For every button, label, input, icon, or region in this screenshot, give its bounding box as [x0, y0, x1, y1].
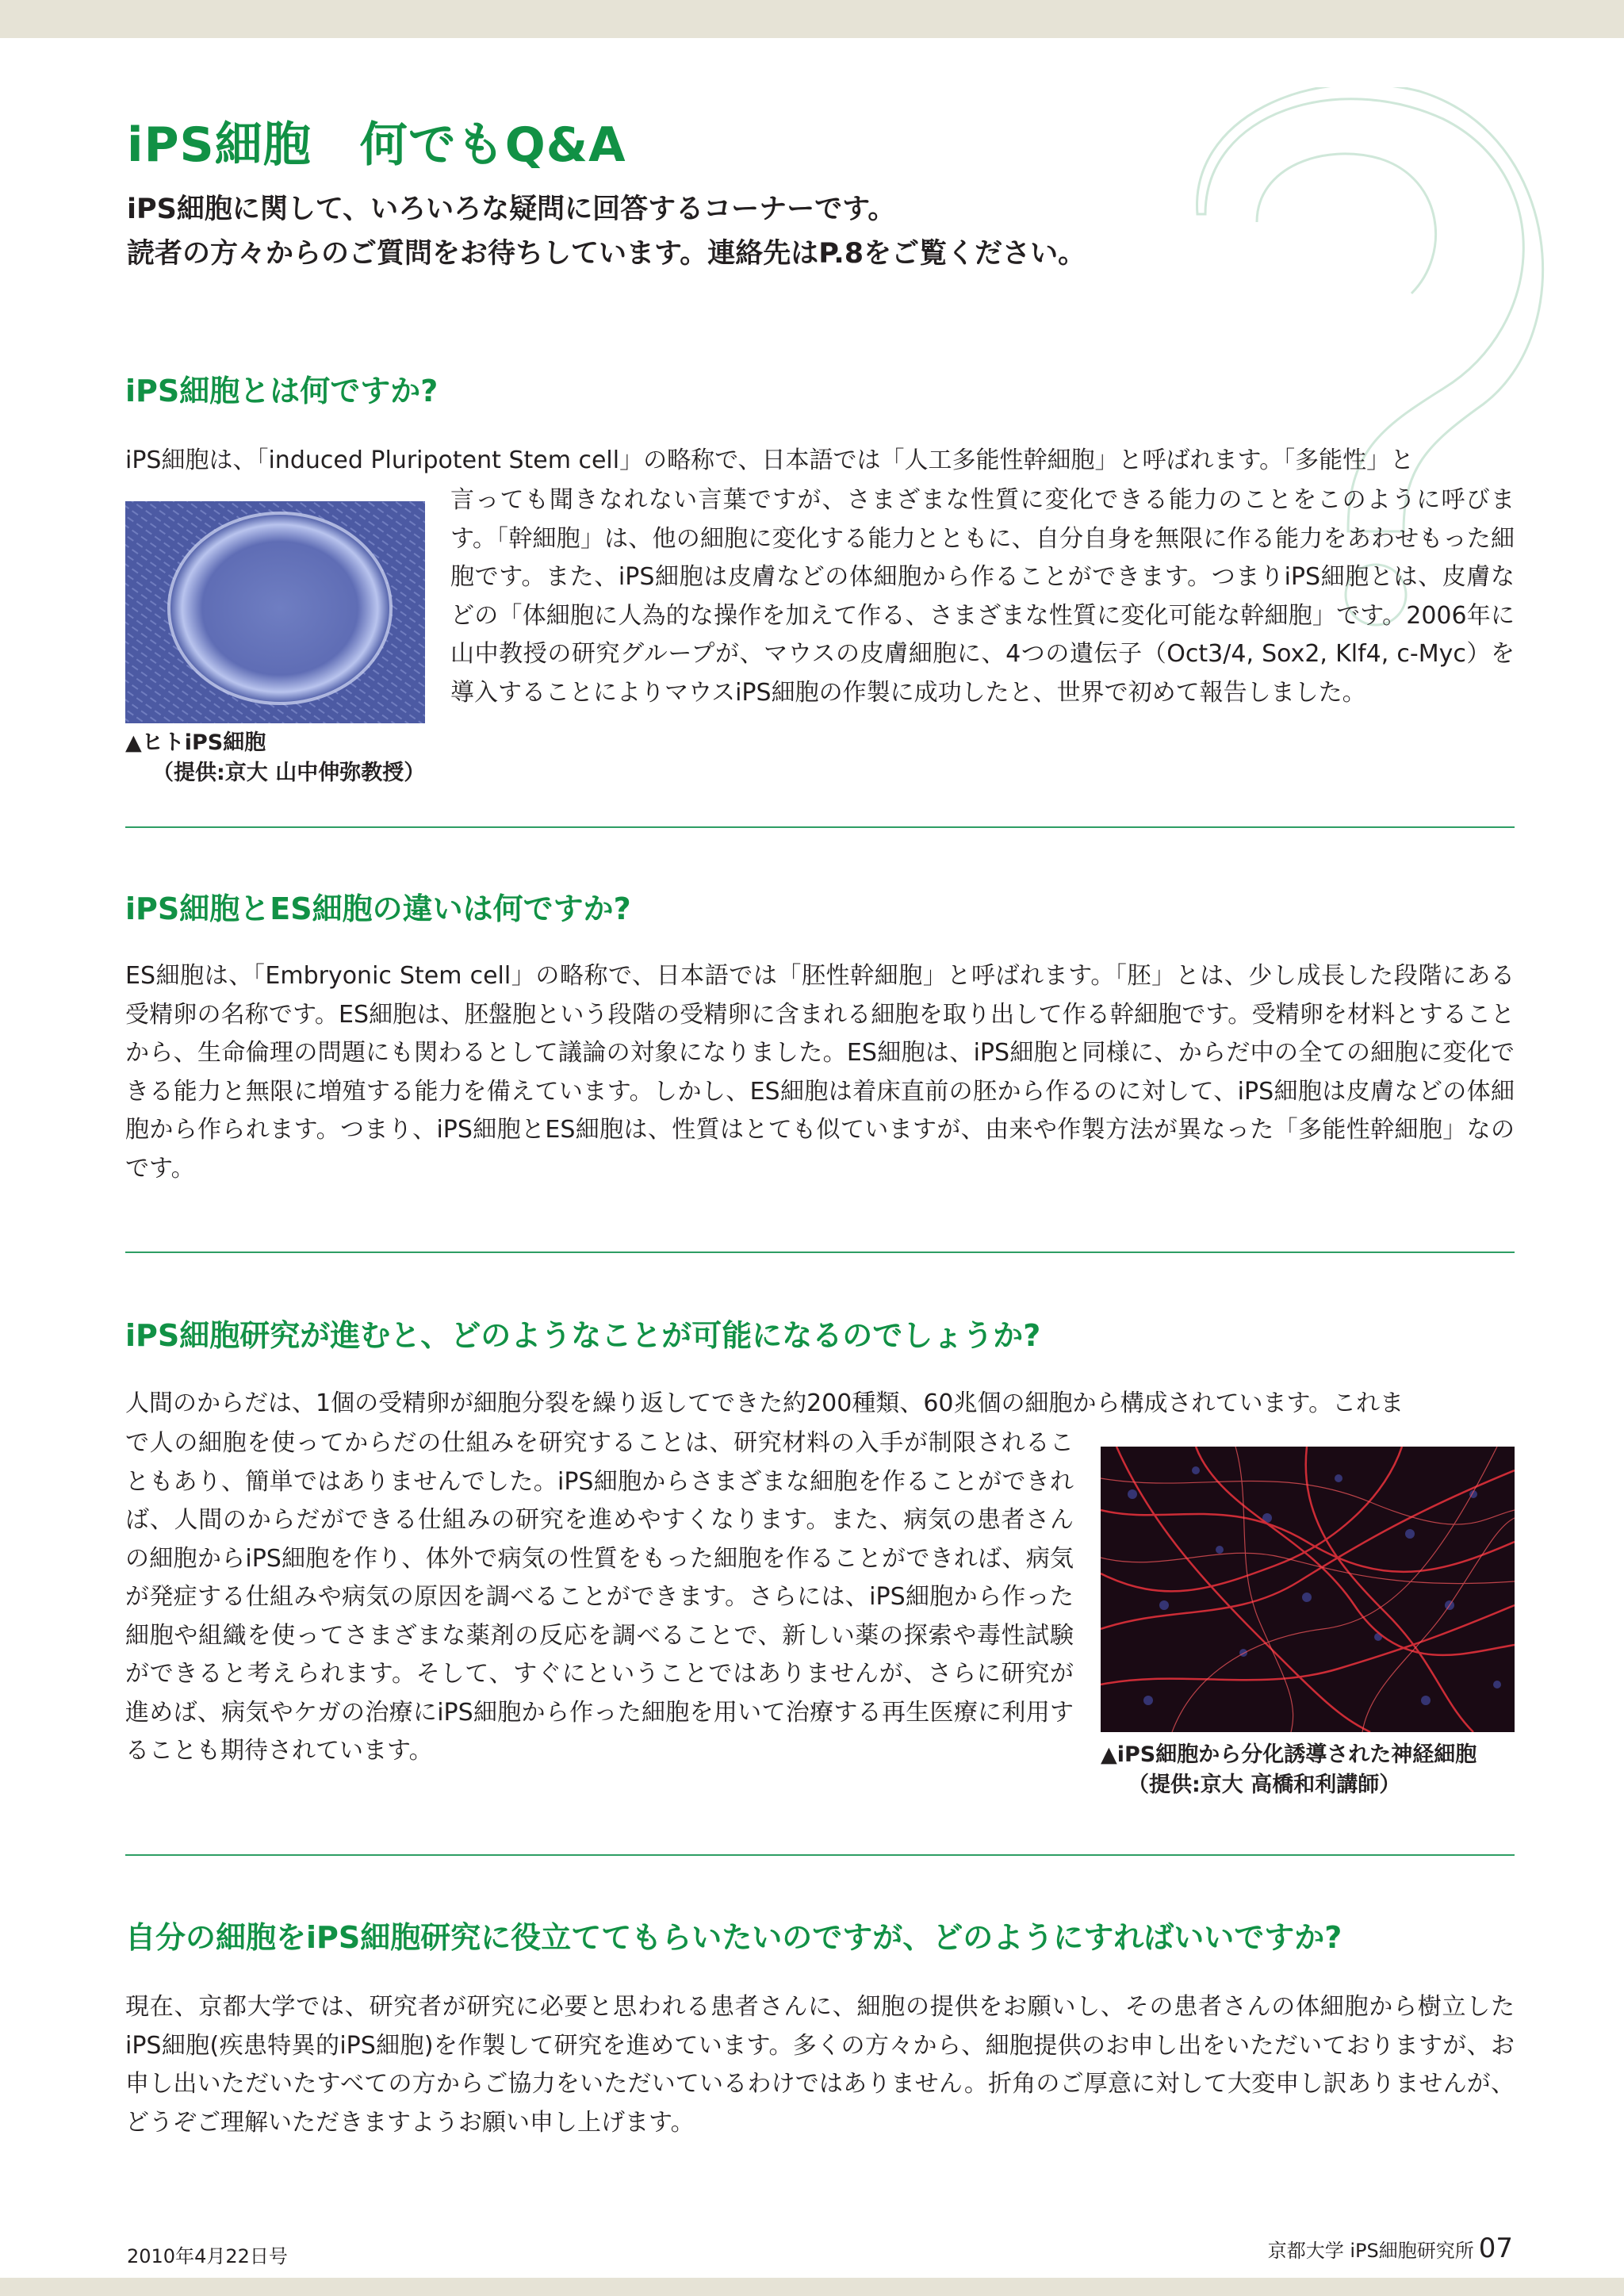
answer-body: 言っても聞きなれない言葉ですが、さまざまな性質に変化できる能力のことをこのように呼びます。「幹細胞」は、他の細胞に変化する能力とともに、自分自身を無限に作る能力をあわせもった細胞です。また、iPS細胞は皮膚などの体細胞から作ることができます。つまりiPS細胞とは、皮膚などの「体細胞に人為的な操作を加えて作る、さまざまな性質に変化可能な幹細胞」です。2006年に山中教授の研究グループが、マウスの皮膚細胞に、4つの遺伝子（Oct3/4, Sox2, Klf4, c-Myc）を導入することによりマウスiPS細胞の作製に成功したと、世界で初めて報告しました。	[450, 486, 1515, 707]
answer-lead: 人間のからだは、1個の受精卵が細胞分裂を繰り返してできた約200種類、60兆個の細胞から構成されています。これま	[125, 1389, 1404, 1417]
human-ips-cell-photo	[125, 501, 425, 723]
question-ips-vs-es: iPS細胞とES細胞の違いは何ですか?	[125, 891, 631, 926]
page-number: 07	[1478, 2233, 1513, 2264]
photo-caption	[125, 728, 425, 788]
section-divider	[125, 826, 1515, 828]
intro-line: iPS細胞に関して、いろいろな疑問に回答するコーナーです。	[127, 194, 896, 225]
answer-body: で人の細胞を使ってからだの仕組みを研究することは、研究材料の入手が制限されることもあり、簡単ではありませんでした。iPS細胞からさまざまな細胞を作ることができれば、人間のからだができる仕組みの研究を進めやすくなります。また、病気の患者さんの細胞からiPS細胞を作り、体外で病気の性質をもった細胞を作ることができれば、病気が発症する仕組みや病気の原因を調べることができます。さらには、iPS細胞から作った細胞や組織を使ってさまざまな薬剤の反応を調べることで、新しい薬の探索や毒性試験ができると考えられます。そして、すぐにということではありませんが、さらに研究が進めば、病気やケガの治療にiPS細胞から作った細胞を用いて治療する再生医療に利用することも期待されています。	[125, 1429, 1074, 1765]
top-band	[0, 0, 1624, 38]
footer-publisher	[1268, 2233, 1513, 2264]
answer-body: ES細胞は、「Embryonic Stem cell」の略称で、日本語では「胚性幹細胞」と呼ばれます。「胚」とは、少し成長した段階にある受精卵の名称です。ES細胞は、胚盤胞という段階の受精卵に含まれる細胞を取り出して作る幹細胞です。受精卵を材料とすることから、生命倫理の問題にも関わるとして議論の対象になりました。ES細胞は、iPS細胞と同様に、からだ中の全ての細胞に変化できる能力と無限に増殖する能力を備えています。しかし、ES細胞は着床直前の胚から作るのに対して、iPS細胞は皮膚などの体細胞から作られます。つまり、iPS細胞とES細胞は、性質はとても似ていますが、由来や作製方法が異なった「多能性幹細胞」なのです。	[125, 962, 1515, 1182]
caption-title: ▲ヒトiPS細胞	[125, 730, 266, 755]
intro-line: 読者の方々からのご質問をお待ちしています。連絡先はP.8をご覧ください。	[127, 238, 1086, 270]
neuron-cell-photo	[1101, 1447, 1515, 1732]
answer-lead: iPS細胞は、「induced Pluripotent Stem cell」の略称で、日本語では「人工多能性幹細胞」と呼ばれます。「多能性」と	[125, 447, 1415, 474]
caption-credit: （提供:京大 山中伸弥教授）	[152, 761, 426, 785]
photo-caption	[1101, 1740, 1477, 1800]
section-divider	[125, 1854, 1515, 1856]
question-what-is-ips: iPS細胞とは何ですか?	[125, 374, 439, 408]
publisher-name: 京都大学 iPS細胞研究所	[1267, 2240, 1474, 2262]
answer-body: 現在、京都大学では、研究者が研究に必要と思われる患者さんに、細胞の提供をお願いし、その患者さんの体細胞から樹立したiPS細胞(疾患特異的iPS細胞)を作製して研究を進めています。多くの方々から、細胞提供のお申し出をいただいておりますが、お申し出いただいたすべての方からご協力をいただいているわけではありません。折角のご厚意に対して大変申し訳ありませんが、どうぞご理解いただきますようお願い申し上げます。	[125, 1993, 1515, 2137]
caption-credit: （提供:京大 高橋和利講師）	[1128, 1773, 1401, 1797]
bottom-band	[0, 2278, 1624, 2296]
question-research-possibilities: iPS細胞研究が進むと、どのようなことが可能になるのでしょうか?	[125, 1318, 1041, 1353]
caption-title: ▲iPS細胞から分化誘導された神経細胞	[1101, 1742, 1477, 1767]
issue-date: 2010年4月22日号	[127, 2245, 288, 2267]
intro	[127, 187, 1237, 276]
page-title: iPS細胞 何でもQ&A	[127, 117, 626, 173]
question-donate-cells: 自分の細胞をiPS細胞研究に役立ててもらいたいのですが、どのようにすればいいですか?	[125, 1920, 1342, 1955]
section-divider	[125, 1251, 1515, 1253]
